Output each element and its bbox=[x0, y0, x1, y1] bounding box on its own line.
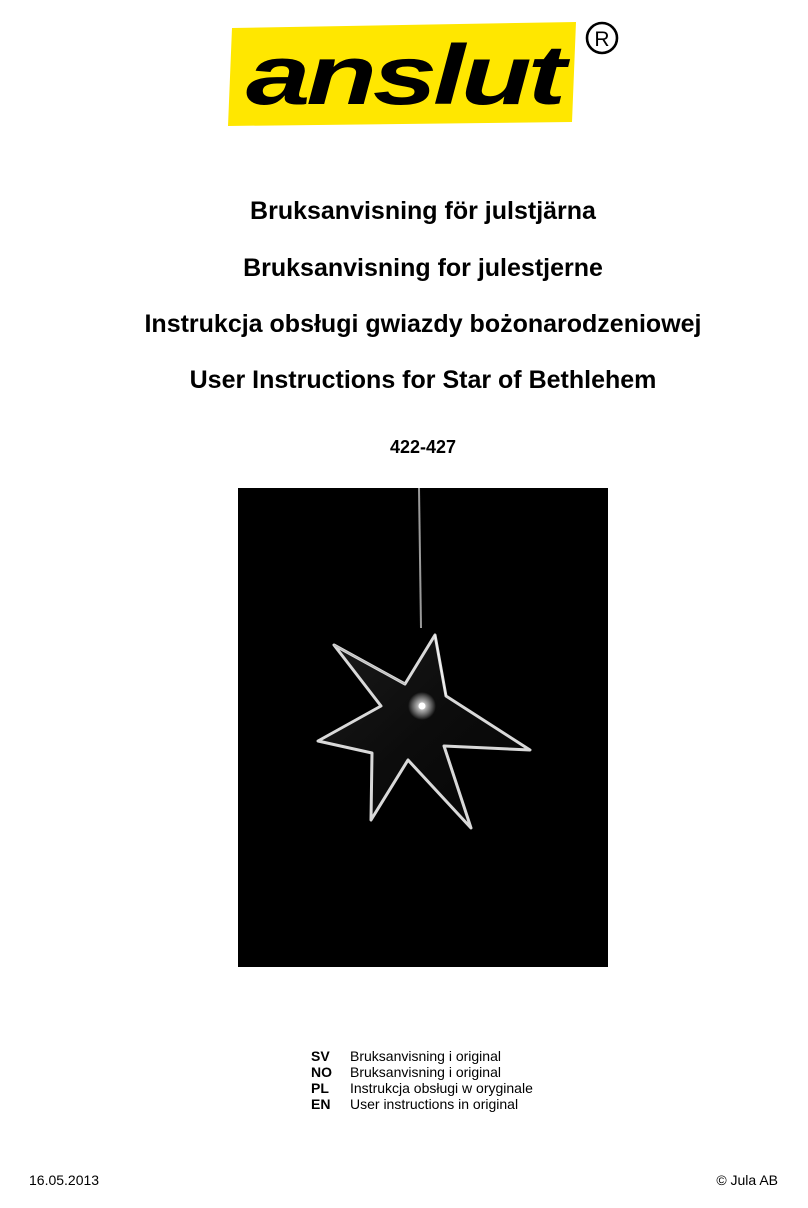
language-description: Bruksanvisning i original bbox=[350, 1064, 501, 1080]
footer-copyright: © Jula AB bbox=[716, 1172, 778, 1188]
product-photo bbox=[238, 488, 608, 967]
language-code: EN bbox=[311, 1096, 331, 1112]
registered-icon bbox=[584, 20, 620, 56]
anslut-logo-icon bbox=[228, 20, 580, 128]
logo-wordmark: anslut bbox=[246, 28, 571, 122]
title-english: User Instructions for Star of Bethlehem bbox=[189, 366, 657, 394]
title-swedish: Bruksanvisning för julstjärna bbox=[250, 197, 596, 225]
language-row bbox=[311, 1064, 611, 1080]
language-row bbox=[311, 1096, 611, 1112]
language-description: Instrukcja obsługi w oryginale bbox=[350, 1080, 533, 1096]
language-code: PL bbox=[311, 1080, 329, 1096]
language-description: User instructions in original bbox=[350, 1096, 519, 1112]
title-polish: Instrukcja obsługi gwiazdy bożonarodzeniowej bbox=[144, 310, 702, 338]
star-lamp-icon bbox=[238, 488, 608, 967]
language-row bbox=[311, 1048, 611, 1064]
registered-trademark bbox=[584, 20, 620, 56]
title-norwegian: Bruksanvisning for julestjerne bbox=[243, 254, 603, 282]
language-code: SV bbox=[311, 1048, 330, 1064]
footer-date: 16.05.2013 bbox=[29, 1172, 100, 1188]
language-row bbox=[311, 1080, 611, 1096]
language-description: Bruksanvisning i original bbox=[350, 1048, 501, 1064]
model-number: 422-427 bbox=[389, 437, 457, 457]
brand-logo bbox=[228, 20, 580, 128]
language-legend bbox=[311, 1048, 611, 1112]
language-code: NO bbox=[311, 1064, 332, 1080]
svg-text:R: R bbox=[594, 28, 610, 51]
